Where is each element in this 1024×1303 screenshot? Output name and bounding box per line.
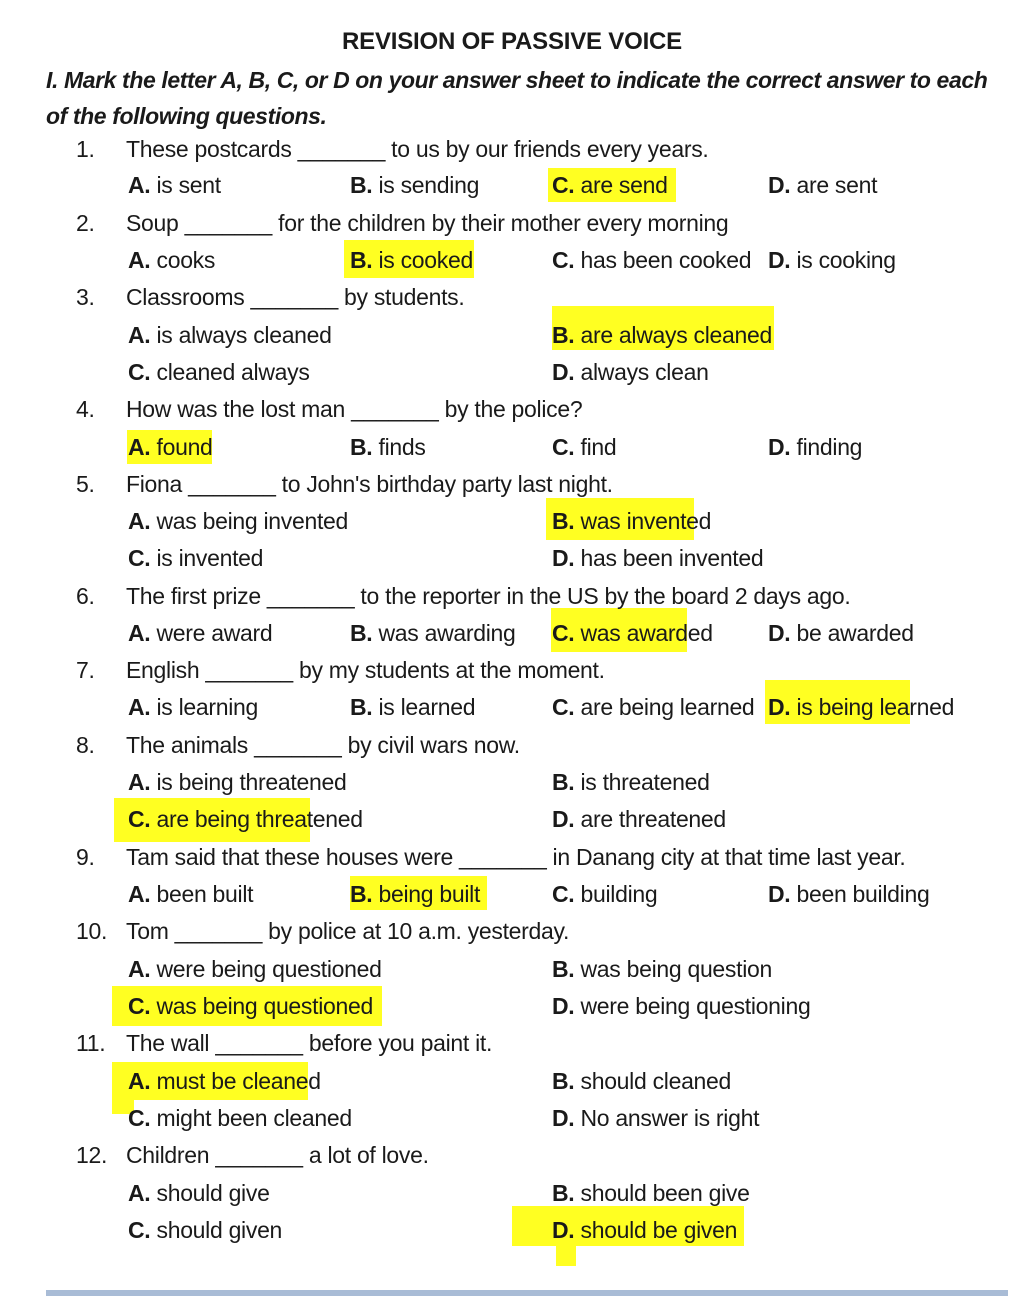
option-letter: C. — [552, 434, 575, 460]
option-text: should give — [150, 1180, 270, 1206]
option-letter: B. — [552, 956, 575, 982]
option-letter: B. — [350, 694, 373, 720]
page-title: REVISION OF PASSIVE VOICE — [342, 28, 682, 55]
option-letter: B. — [552, 1180, 575, 1206]
option-d[interactable] — [768, 430, 862, 464]
option-b[interactable] — [350, 877, 480, 911]
option-letter: B. — [350, 172, 373, 198]
question-11-options-cd — [0, 1101, 1024, 1135]
question-number: 11. — [76, 1030, 106, 1056]
option-b[interactable] — [350, 430, 426, 464]
option-text: No answer is right — [574, 1105, 760, 1131]
option-text: always clean — [574, 359, 709, 385]
question-stem: How was the lost man _______ by the police? — [126, 396, 583, 422]
option-text: are threatened — [574, 806, 726, 832]
option-c[interactable] — [128, 1213, 282, 1247]
option-text: cooks — [150, 247, 216, 273]
option-letter: D. — [552, 545, 575, 571]
option-a[interactable] — [128, 504, 348, 538]
question-stem: Tom _______ by police at 10 a.m. yesterday. — [126, 918, 570, 944]
option-letter: D. — [768, 434, 791, 460]
option-b[interactable] — [350, 616, 516, 650]
option-letter: D. — [552, 1105, 575, 1131]
option-text: was invented — [574, 508, 712, 534]
option-c[interactable] — [552, 430, 616, 464]
option-letter: D. — [552, 993, 575, 1019]
option-text: is learning — [150, 694, 259, 720]
option-letter: C. — [128, 545, 151, 571]
option-c[interactable] — [552, 168, 668, 202]
option-letter: A. — [128, 508, 151, 534]
option-a[interactable] — [128, 616, 272, 650]
question-11-options-ab — [0, 1064, 1024, 1098]
option-b[interactable] — [552, 1176, 750, 1210]
question-stem: The wall _______ before you paint it. — [126, 1030, 493, 1056]
option-text: was being questioned — [150, 993, 373, 1019]
question-number: 6. — [76, 583, 95, 609]
option-text: should been give — [574, 1180, 750, 1206]
question-3-options-ab — [0, 318, 1024, 352]
question-12 — [0, 1138, 1024, 1172]
option-text: found — [150, 434, 213, 460]
option-d[interactable] — [552, 355, 709, 389]
option-d[interactable] — [552, 1101, 759, 1135]
option-text: are always cleaned — [574, 322, 772, 348]
option-text: should given — [150, 1217, 283, 1243]
option-text: was being question — [574, 956, 773, 982]
option-letter: B. — [552, 769, 575, 795]
option-text: might been cleaned — [150, 1105, 352, 1131]
question-number: 4. — [76, 396, 95, 422]
option-text: were being questioned — [150, 956, 382, 982]
question-5-options-ab — [0, 504, 1024, 538]
option-letter: D. — [552, 359, 575, 385]
question-8-options-cd — [0, 802, 1024, 836]
question-stem: Fiona _______ to John's birthday party last night. — [126, 471, 613, 497]
option-text: is being threatened — [150, 769, 347, 795]
question-1-options — [0, 168, 1024, 202]
option-letter: D. — [768, 172, 791, 198]
option-letter: D. — [768, 247, 791, 273]
option-letter: A. — [128, 956, 151, 982]
option-letter: B. — [350, 434, 373, 460]
option-text: is sending — [372, 172, 480, 198]
question-2-options — [0, 243, 1024, 277]
option-a[interactable] — [128, 1064, 321, 1098]
question-1 — [0, 132, 1024, 166]
question-10 — [0, 914, 1024, 948]
option-letter: A. — [128, 769, 151, 795]
option-c[interactable] — [128, 541, 263, 575]
option-text: is being learned — [790, 694, 955, 720]
question-10-options-ab — [0, 952, 1024, 986]
question-5 — [0, 467, 1024, 501]
option-text: is invented — [150, 545, 264, 571]
option-a[interactable] — [128, 952, 382, 986]
option-d[interactable] — [552, 1213, 737, 1247]
question-number: 9. — [76, 844, 95, 870]
option-text: are sent — [790, 172, 878, 198]
option-text: is sent — [150, 172, 221, 198]
question-9 — [0, 840, 1024, 874]
bottom-rule — [46, 1290, 1008, 1296]
option-b[interactable] — [350, 168, 479, 202]
question-6-options — [0, 616, 1024, 650]
option-text: be awarded — [790, 620, 914, 646]
question-number: 7. — [76, 657, 95, 683]
option-text: being built — [372, 881, 481, 907]
option-c[interactable] — [128, 355, 310, 389]
question-11 — [0, 1026, 1024, 1060]
option-text: should be given — [574, 1217, 738, 1243]
option-letter: C. — [552, 881, 575, 907]
option-b[interactable] — [552, 1064, 731, 1098]
option-letter: A. — [128, 322, 151, 348]
option-a[interactable] — [128, 1176, 270, 1210]
question-number: 10. — [76, 918, 108, 944]
option-text: were being questioning — [574, 993, 811, 1019]
option-text: was being invented — [150, 508, 349, 534]
question-number: 8. — [76, 732, 95, 758]
question-10-options-cd — [0, 989, 1024, 1023]
option-a[interactable] — [128, 877, 253, 911]
option-b[interactable] — [552, 504, 711, 538]
question-number: 3. — [76, 284, 95, 310]
option-text: has been cooked — [574, 247, 752, 273]
option-text: was awarding — [372, 620, 516, 646]
option-c[interactable] — [128, 989, 373, 1023]
option-d[interactable] — [552, 541, 763, 575]
option-letter: C. — [552, 172, 575, 198]
option-text: are being learned — [574, 694, 755, 720]
option-a[interactable] — [128, 690, 258, 724]
option-letter: D. — [552, 1217, 575, 1243]
question-stem: Soup _______ for the children by their mother every morning — [126, 210, 729, 236]
option-letter: A. — [128, 694, 151, 720]
question-7-options — [0, 690, 1024, 724]
option-c[interactable] — [552, 243, 751, 277]
option-letter: C. — [128, 1217, 151, 1243]
option-letter: C. — [128, 806, 151, 832]
question-number: 1. — [76, 136, 95, 162]
option-b[interactable] — [552, 952, 772, 986]
option-text: is always cleaned — [150, 322, 332, 348]
option-c[interactable] — [552, 690, 754, 724]
option-letter: B. — [350, 881, 373, 907]
option-letter: A. — [128, 247, 151, 273]
option-text: were award — [150, 620, 273, 646]
option-d[interactable] — [768, 616, 914, 650]
option-text: was awarded — [574, 620, 713, 646]
question-stem: English _______ by my students at the moment. — [126, 657, 605, 683]
question-4-options — [0, 430, 1024, 464]
option-text: is cooking — [790, 247, 896, 273]
option-letter: D. — [768, 620, 791, 646]
question-4 — [0, 392, 1024, 426]
option-b[interactable] — [552, 765, 710, 799]
option-b[interactable] — [552, 318, 772, 352]
option-letter: C. — [552, 247, 575, 273]
option-letter: A. — [128, 172, 151, 198]
option-a[interactable] — [128, 430, 213, 464]
question-7 — [0, 653, 1024, 687]
option-a[interactable] — [128, 765, 346, 799]
question-6 — [0, 579, 1024, 613]
option-text: is learned — [372, 694, 476, 720]
option-text: cleaned always — [150, 359, 310, 385]
option-letter: D. — [768, 694, 791, 720]
question-3 — [0, 280, 1024, 314]
option-letter: C. — [128, 993, 151, 1019]
option-text: is cooked — [372, 247, 473, 273]
option-letter: B. — [552, 508, 575, 534]
option-letter: D. — [768, 881, 791, 907]
option-text: finding — [790, 434, 863, 460]
option-d[interactable] — [768, 168, 877, 202]
option-c[interactable] — [552, 877, 657, 911]
option-text: finds — [372, 434, 426, 460]
option-text: been building — [790, 881, 930, 907]
option-letter: C. — [128, 359, 151, 385]
option-letter: A. — [128, 620, 151, 646]
question-3-options-cd — [0, 355, 1024, 389]
question-2 — [0, 206, 1024, 240]
option-c[interactable] — [128, 1101, 352, 1135]
option-text: are send — [574, 172, 668, 198]
option-text: are being threatened — [150, 806, 363, 832]
question-stem: Children _______ a lot of love. — [126, 1142, 429, 1168]
option-letter: B. — [552, 322, 575, 348]
option-letter: B. — [350, 620, 373, 646]
option-d[interactable] — [768, 877, 929, 911]
question-stem: The animals _______ by civil wars now. — [126, 732, 520, 758]
option-d[interactable] — [768, 690, 954, 724]
option-b[interactable] — [350, 243, 473, 277]
option-b[interactable] — [350, 690, 475, 724]
option-c[interactable] — [128, 802, 363, 836]
option-text: is threatened — [574, 769, 710, 795]
option-a[interactable] — [128, 243, 215, 277]
option-text: should cleaned — [574, 1068, 732, 1094]
option-text: find — [574, 434, 617, 460]
option-a[interactable] — [128, 318, 332, 352]
option-letter: A. — [128, 1180, 151, 1206]
option-letter: C. — [128, 1105, 151, 1131]
question-number: 12. — [76, 1142, 108, 1168]
option-text: building — [574, 881, 658, 907]
option-c[interactable] — [552, 616, 713, 650]
option-a[interactable] — [128, 168, 221, 202]
question-9-options — [0, 877, 1024, 911]
option-letter: C. — [552, 620, 575, 646]
question-5-options-cd — [0, 541, 1024, 575]
option-d[interactable] — [552, 802, 726, 836]
question-stem: The first prize _______ to the reporter in the US by the board 2 days ago. — [126, 583, 851, 609]
question-stem: These postcards _______ to us by our friends every years. — [126, 136, 709, 162]
question-8 — [0, 728, 1024, 762]
option-letter: D. — [552, 806, 575, 832]
question-number: 2. — [76, 210, 95, 236]
option-d[interactable] — [768, 243, 896, 277]
option-letter: B. — [350, 247, 373, 273]
question-12-options-cd — [0, 1213, 1024, 1247]
option-text: must be cleaned — [150, 1068, 321, 1094]
question-12-options-ab — [0, 1176, 1024, 1210]
option-letter: A. — [128, 1068, 151, 1094]
option-text: has been invented — [574, 545, 764, 571]
option-d[interactable] — [552, 989, 810, 1023]
option-letter: A. — [128, 434, 151, 460]
option-letter: B. — [552, 1068, 575, 1094]
option-text: been built — [150, 881, 254, 907]
question-number: 5. — [76, 471, 95, 497]
question-8-options-ab — [0, 765, 1024, 799]
option-letter: A. — [128, 881, 151, 907]
question-stem: Tam said that these houses were _______ in Danang city at that time last year. — [126, 844, 906, 870]
instructions: I. Mark the letter A, B, C, or D on your answer sheet to indicate the correct answer to each of the following questions. — [46, 67, 988, 129]
option-letter: C. — [552, 694, 575, 720]
question-stem: Classrooms _______ by students. — [126, 284, 465, 310]
